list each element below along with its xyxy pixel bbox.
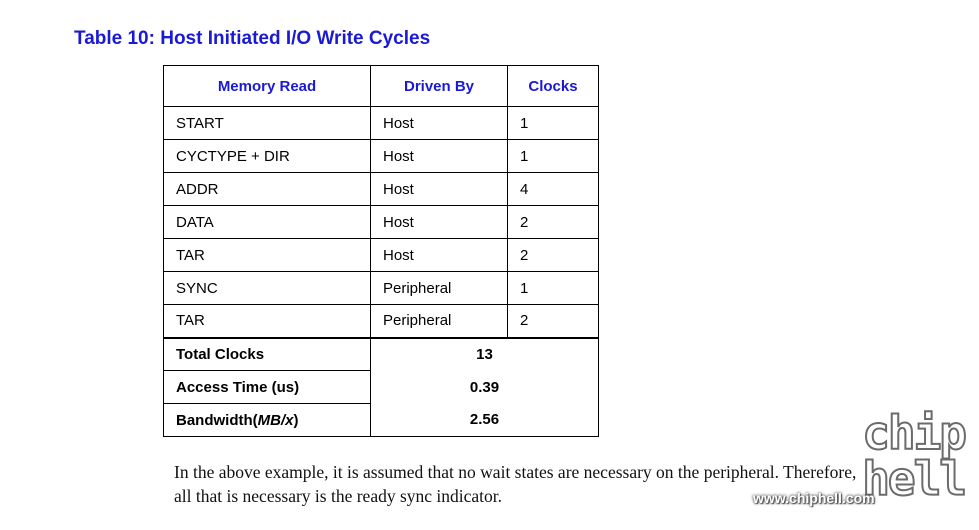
bandwidth-label-unit: MB/x: [257, 411, 294, 429]
paragraph-line-1: In the above example, it is assumed that no wait states are necessary on the peripheral. Therefore,: [174, 462, 857, 482]
cell-clocks: 2: [508, 239, 599, 272]
header-clocks: Clocks: [508, 66, 599, 107]
cell-phase: START: [164, 107, 371, 140]
table-row: [164, 107, 599, 140]
cell-phase: CYCTYPE + DIR: [164, 140, 371, 173]
cell-driven-by: Peripheral: [371, 272, 508, 305]
bandwidth-label-prefix: Bandwidth(: [176, 411, 258, 429]
cell-driven-by: Peripheral: [371, 305, 508, 338]
bandwidth-label-suffix: ): [293, 411, 299, 429]
watermark-url: www.chiphell.com: [753, 490, 875, 506]
cell-clocks: 2: [508, 305, 599, 338]
bandwidth-label: [164, 404, 371, 437]
table-row: [164, 305, 599, 338]
cell-clocks: 1: [508, 272, 599, 305]
table-row: [164, 239, 599, 272]
cell-phase: SYNC: [164, 272, 371, 305]
summary-row-total-clocks: [164, 338, 599, 371]
chiphell-watermark: [753, 406, 973, 520]
header-driven-by: Driven By: [371, 66, 508, 107]
cell-phase: ADDR: [164, 173, 371, 206]
access-time-value: 0.39: [371, 371, 599, 404]
table-caption: Table 10: Host Initiated I/O Write Cycles: [74, 28, 431, 49]
cell-phase: TAR: [164, 239, 371, 272]
bandwidth-value: 2.56: [371, 404, 599, 437]
table-row: [164, 206, 599, 239]
cell-driven-by: Host: [371, 140, 508, 173]
cell-driven-by: Host: [371, 173, 508, 206]
cell-clocks: 2: [508, 206, 599, 239]
table-row: [164, 140, 599, 173]
total-clocks-label: Total Clocks: [164, 338, 371, 371]
cell-clocks: 4: [508, 173, 599, 206]
chiphell-logo: [862, 406, 965, 506]
cell-driven-by: Host: [371, 206, 508, 239]
cell-clocks: 1: [508, 140, 599, 173]
cell-clocks: 1: [508, 107, 599, 140]
cell-phase: DATA: [164, 206, 371, 239]
logo-line-1: chip: [862, 406, 965, 460]
cell-driven-by: Host: [371, 239, 508, 272]
table-row: [164, 272, 599, 305]
header-memory-read: Memory Read: [164, 66, 371, 107]
summary-row-access-time: [164, 371, 599, 404]
io-write-cycles-table: [163, 65, 599, 437]
access-time-label: Access Time (us): [164, 371, 371, 404]
paragraph-line-2: all that is necessary is the ready sync indicator.: [174, 486, 503, 506]
table-header-row: [164, 66, 599, 107]
logo-line-2: hell: [862, 452, 965, 506]
cell-phase: TAR: [164, 305, 371, 338]
total-clocks-value: 13: [371, 338, 599, 371]
table-row: [164, 173, 599, 206]
cell-driven-by: Host: [371, 107, 508, 140]
summary-row-bandwidth: [164, 404, 599, 437]
